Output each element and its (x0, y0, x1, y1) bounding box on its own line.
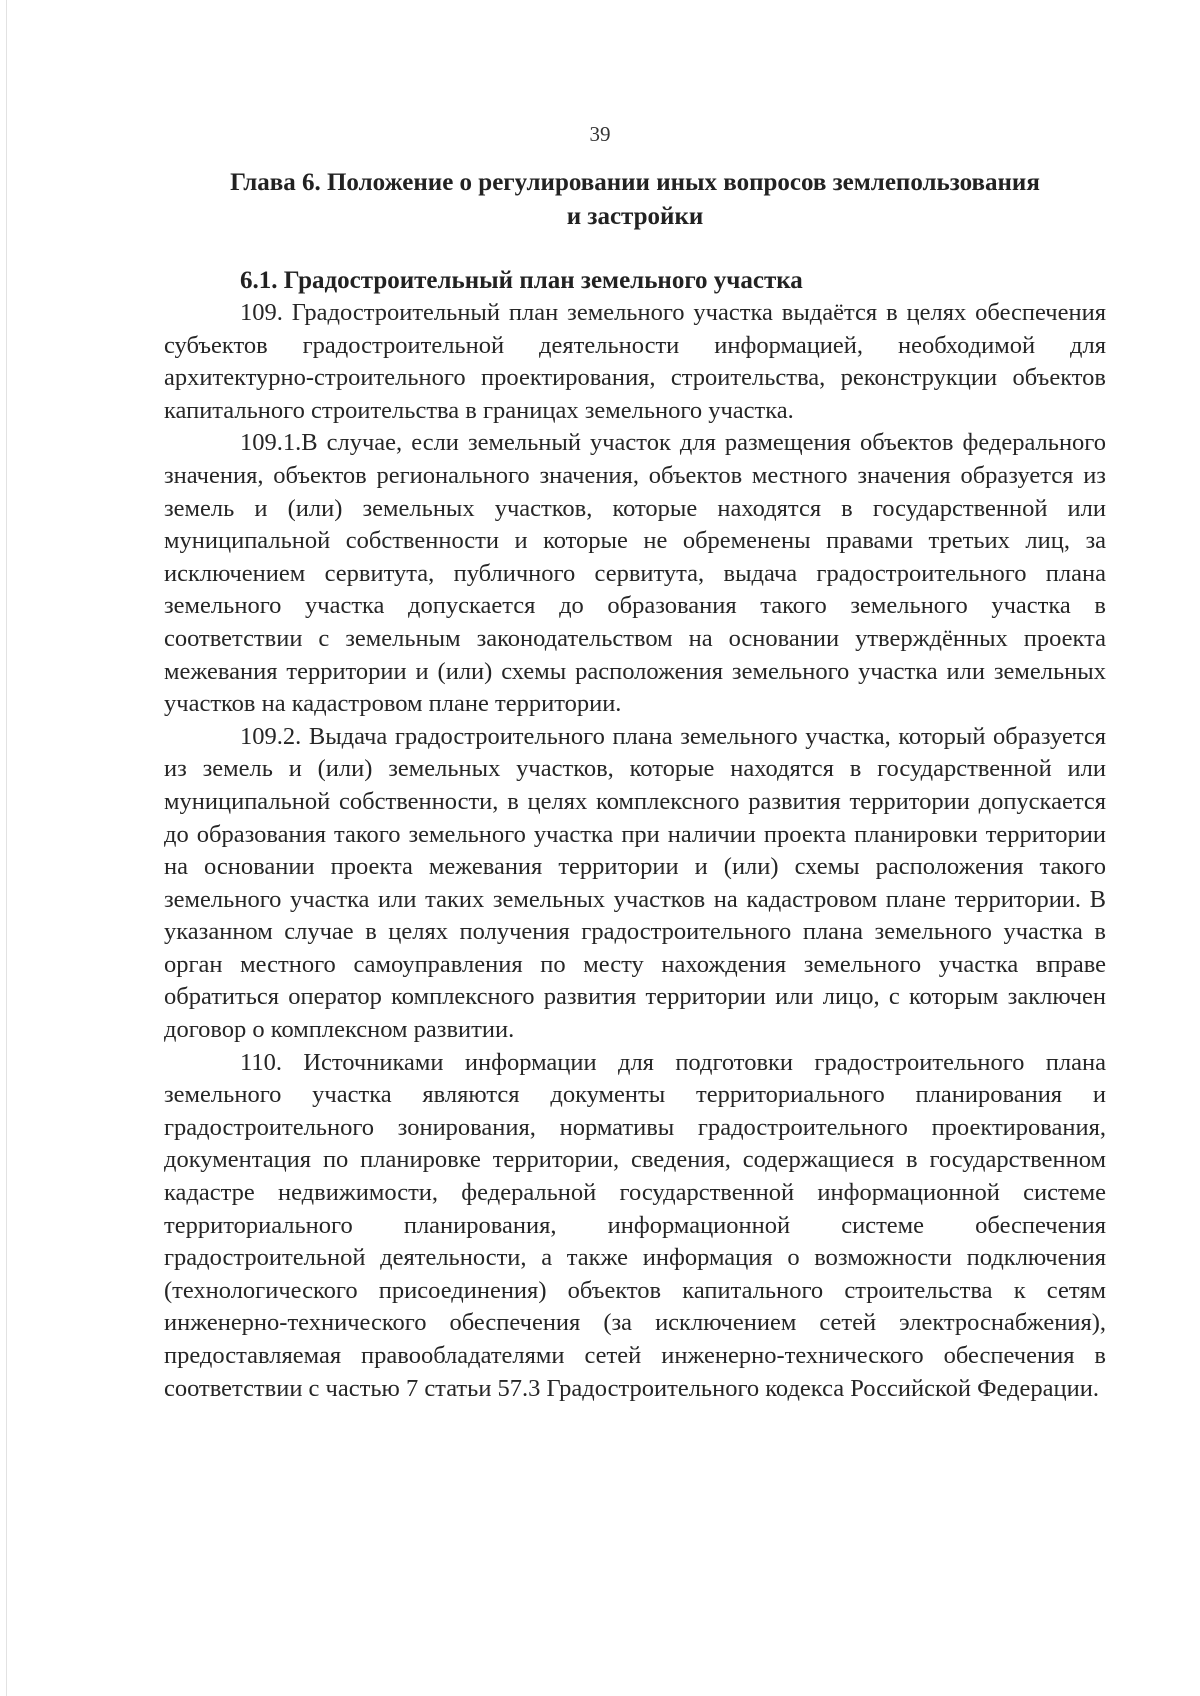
chapter-title-line-2: и застройки (566, 203, 704, 230)
page-number: 39 (589, 122, 611, 146)
paragraph-109: 109. Градостроительный план земельного участка выдаётся в целях обеспечения субъектов градостроительной деятельности информацией, необходимой для архитектурно-строительного проектирования, строительства, реконструкции объектов капитального строительства в границах земельного участка. (164, 299, 1106, 424)
paragraph-110: 110. Источниками информации для подготовки градостроительного плана земельного участка являются документы территориального планирования и градостроительного зонирования, нормативы градостроительного проектирования, документация по планировке территории, сведения, содержащиеся в государственном кадастре недвижимости, федеральной государственной информационной системе территориального планирования, информационной системе обеспечения градостроительной деятельности, а также информация о возможности подключения (технологического присоединения) объектов капитального строительства к сетям инженерно-технического обеспечения (за исключением сетей электроснабжения), предоставляемая правообладателями сетей инженерно-технического обеспечения в соответствии с частью 7 статьи 57.3 Градостроительного кодекса Российской Федерации. (164, 1048, 1106, 1402)
page-content (164, 166, 1106, 1405)
paragraph-109-1: 109.1.В случае, если земельный участок для размещения объектов федерального значения, объектов регионального значения, объектов местного значения образуется из земель и (или) земельных участков, которые находятся в государственной или муниципальной собственности и которые не обременены правами третьих лиц, за исключением сервитута, публичного сервитута, выдача градостроительного плана земельного участка допускается до образования такого земельного участка в соответствии с земельным законодательством на основании утверждённых проекта межевания территории и (или) схемы расположения земельного участка или земельных участков на кадастровом плане территории. (164, 429, 1106, 718)
chapter-title-line-1: Глава 6. Положение о регулировании иных вопросов землепользования (230, 169, 1040, 196)
scan-edge-line (6, 0, 7, 1696)
chapter-title (164, 166, 1106, 234)
section-title: 6.1. Градостроительный план земельного участка (240, 267, 803, 294)
paragraph-109-2: 109.2. Выдача градостроительного плана земельного участка, который образуется из земель и (или) земельных участков, которые находятся в государственной или муниципальной собственности, в целях комплексного развития территории допускается до образования такого земельного участка при наличии проекта планировки территории на основании проекта межевания территории и (или) схемы расположения такого земельного участка или таких земельных участков на кадастровом плане территории. В указанном случае в целях получения градостроительного плана земельного участка в орган местного самоуправления по месту нахождения земельного участка вправе обратиться оператор комплексного развития территории или лицо, с которым заключен договор о комплексном развитии. (164, 722, 1106, 1044)
